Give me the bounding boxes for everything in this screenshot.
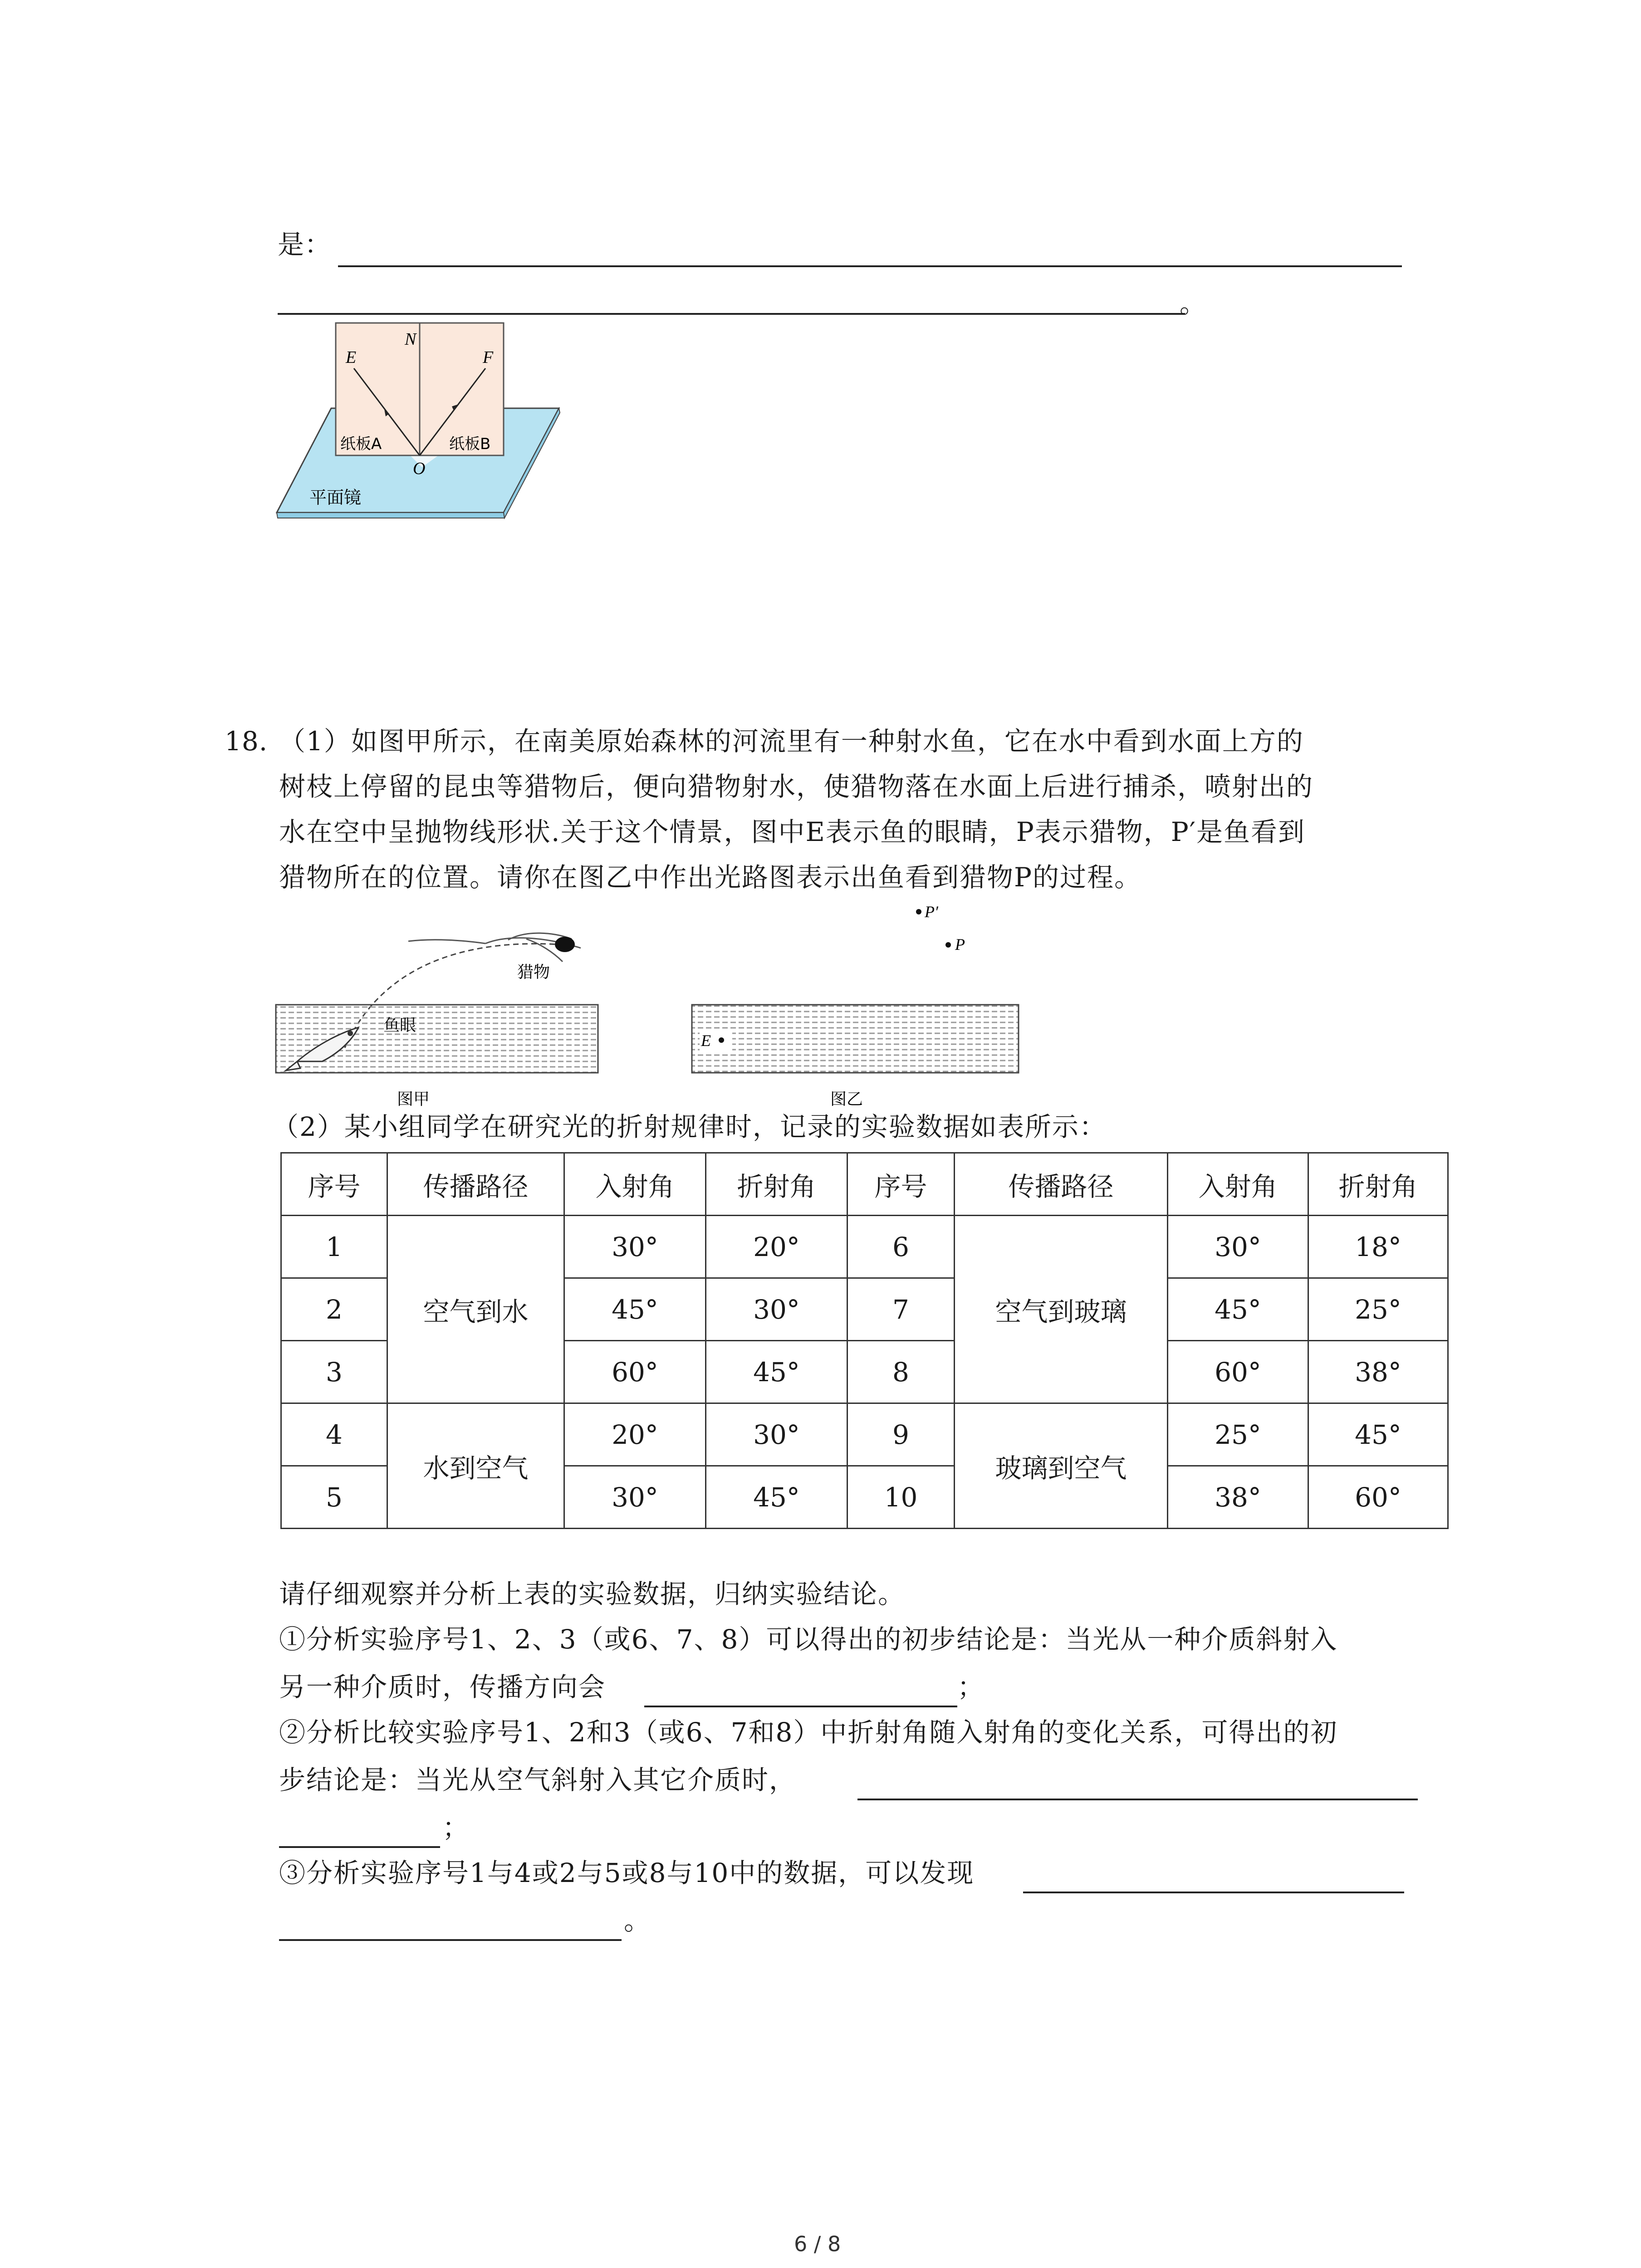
table-cell: 30° bbox=[564, 1216, 706, 1278]
label-p-prime: P′ bbox=[925, 903, 938, 921]
figure-yi bbox=[690, 889, 1034, 1116]
q18-line-4: 猎物所在的位置。请你在图乙中作出光路图表示出鱼看到猎物P的过程。 bbox=[279, 862, 1142, 893]
q18-line-2: 树枝上停留的昆虫等猎物后，便向猎物射水，使猎物落在水面上后进行捕杀，喷射出的 bbox=[279, 771, 1314, 802]
table-cell-path: 空气到水 bbox=[387, 1216, 564, 1403]
conclusion-2-line-1: ②分析比较实验序号1、2和3（或6、7和8）中折射角随入射角的变化关系，可得出的初 bbox=[279, 1717, 1338, 1748]
reflection-figure bbox=[272, 318, 572, 526]
label-mirror: 平面镜 bbox=[309, 488, 362, 508]
q18-line-1: （1）如图甲所示，在南美原始森林的河流里有一种射水鱼，它在水中看到水面上方的 bbox=[279, 726, 1304, 757]
table-cell: 8 bbox=[847, 1341, 955, 1403]
conclusion-3-blank-1[interactable] bbox=[1023, 1892, 1404, 1893]
question-number: 18. bbox=[225, 726, 268, 757]
answer-prefix: 是： bbox=[278, 229, 332, 260]
table-cell: 60° bbox=[1308, 1466, 1448, 1529]
table-cell: 45° bbox=[564, 1278, 706, 1341]
label-fish-eye: 鱼眼 bbox=[383, 1016, 416, 1035]
table-cell: 10 bbox=[847, 1466, 955, 1529]
label-n: N bbox=[405, 330, 416, 349]
table-cell: 25° bbox=[1308, 1278, 1448, 1341]
table-cell: 38° bbox=[1308, 1341, 1448, 1403]
conclusion-1-line-1: ①分析实验序号1、2、3（或6、7、8）可以得出的初步结论是：当光从一种介质斜射入 bbox=[279, 1624, 1338, 1655]
table-cell: 30° bbox=[706, 1403, 847, 1466]
label-prey: 猎物 bbox=[517, 963, 550, 982]
table-header: 序号 bbox=[847, 1153, 955, 1216]
conclusion-1-line-2: 另一种介质时，传播方向会 bbox=[279, 1672, 606, 1702]
table-cell-path: 水到空气 bbox=[387, 1403, 564, 1529]
water-body-jia bbox=[276, 1005, 598, 1073]
label-e: E bbox=[346, 348, 357, 367]
table-cell: 30° bbox=[706, 1278, 847, 1341]
caption-yi: 图乙 bbox=[830, 1090, 863, 1109]
conclusion-2-blank-2[interactable] bbox=[279, 1846, 440, 1848]
label-p: P bbox=[955, 935, 965, 953]
table-cell: 38° bbox=[1168, 1466, 1308, 1529]
point-e bbox=[719, 1037, 724, 1043]
label-e: E bbox=[701, 1031, 711, 1050]
q18-part2-intro: （2）某小组同学在研究光的折射规律时，记录的实验数据如表所示： bbox=[272, 1111, 1107, 1142]
label-o: O bbox=[413, 459, 426, 478]
table-cell: 7 bbox=[847, 1278, 955, 1341]
table-header: 传播路径 bbox=[955, 1153, 1168, 1216]
caption-jia: 图甲 bbox=[397, 1090, 430, 1109]
prey-insect bbox=[555, 937, 575, 952]
table-cell-path: 空气到玻璃 bbox=[955, 1216, 1168, 1403]
table-cell: 9 bbox=[847, 1403, 955, 1466]
tree-branch bbox=[408, 933, 581, 962]
table-cell: 45° bbox=[1168, 1278, 1308, 1341]
answer-end-period: 。 bbox=[1180, 288, 1207, 319]
table-cell: 45° bbox=[1308, 1403, 1448, 1466]
page-number: 6 / 8 bbox=[794, 2232, 841, 2256]
conclusion-3-line-1: ③分析实验序号1与4或2与5或8与10中的数据，可以发现 bbox=[279, 1857, 975, 1888]
table-cell: 20° bbox=[564, 1403, 706, 1466]
table-cell: 20° bbox=[706, 1216, 847, 1278]
answer-blank-line-2[interactable] bbox=[278, 313, 1185, 315]
water-body-yi bbox=[692, 1005, 1019, 1073]
table-header-row bbox=[281, 1153, 1448, 1216]
table-row bbox=[281, 1403, 1448, 1466]
label-board-b: 纸板B bbox=[449, 435, 491, 453]
table-header: 序号 bbox=[281, 1153, 387, 1216]
label-board-a: 纸板A bbox=[340, 435, 382, 453]
table-header: 入射角 bbox=[564, 1153, 706, 1216]
conclusion-3-period: 。 bbox=[624, 1905, 651, 1936]
instruction-text: 请仔细观察并分析上表的实验数据，归纳实验结论。 bbox=[279, 1579, 906, 1609]
refraction-data-table bbox=[280, 1152, 1449, 1529]
table-cell: 30° bbox=[1168, 1216, 1308, 1278]
table-cell: 45° bbox=[706, 1466, 847, 1529]
table-cell: 18° bbox=[1308, 1216, 1448, 1278]
conclusion-2-semicolon: ； bbox=[442, 1812, 470, 1843]
conclusion-2-blank-1[interactable] bbox=[857, 1799, 1418, 1800]
q18-line-3: 水在空中呈抛物线形状.关于这个情景，图中E表示鱼的眼睛，P表示猎物，P′是鱼看到 bbox=[279, 816, 1305, 847]
table-cell: 1 bbox=[281, 1216, 387, 1278]
conclusion-3-blank-2[interactable] bbox=[279, 1939, 622, 1941]
figure-jia bbox=[272, 912, 617, 1116]
answer-blank-line-1[interactable] bbox=[338, 265, 1402, 267]
table-cell: 6 bbox=[847, 1216, 955, 1278]
table-header: 传播路径 bbox=[387, 1153, 564, 1216]
table-header: 折射角 bbox=[1308, 1153, 1448, 1216]
label-f: F bbox=[483, 348, 494, 367]
conclusion-1-semicolon: ； bbox=[957, 1672, 985, 1702]
table-cell: 2 bbox=[281, 1278, 387, 1341]
conclusion-2-line-2: 步结论是：当光从空气斜射入其它介质时， bbox=[279, 1765, 797, 1795]
table-header: 折射角 bbox=[706, 1153, 847, 1216]
table-cell: 45° bbox=[706, 1341, 847, 1403]
conclusion-1-blank[interactable] bbox=[644, 1706, 957, 1707]
table-cell: 3 bbox=[281, 1341, 387, 1403]
table-cell: 60° bbox=[1168, 1341, 1308, 1403]
table-row bbox=[281, 1216, 1448, 1278]
point-p-prime bbox=[916, 909, 921, 914]
table-cell: 25° bbox=[1168, 1403, 1308, 1466]
table-cell-path: 玻璃到空气 bbox=[955, 1403, 1168, 1529]
table-cell: 4 bbox=[281, 1403, 387, 1466]
point-p bbox=[945, 942, 951, 948]
table-cell: 60° bbox=[564, 1341, 706, 1403]
table-cell: 30° bbox=[564, 1466, 706, 1529]
table-cell: 5 bbox=[281, 1466, 387, 1529]
table-header: 入射角 bbox=[1168, 1153, 1308, 1216]
